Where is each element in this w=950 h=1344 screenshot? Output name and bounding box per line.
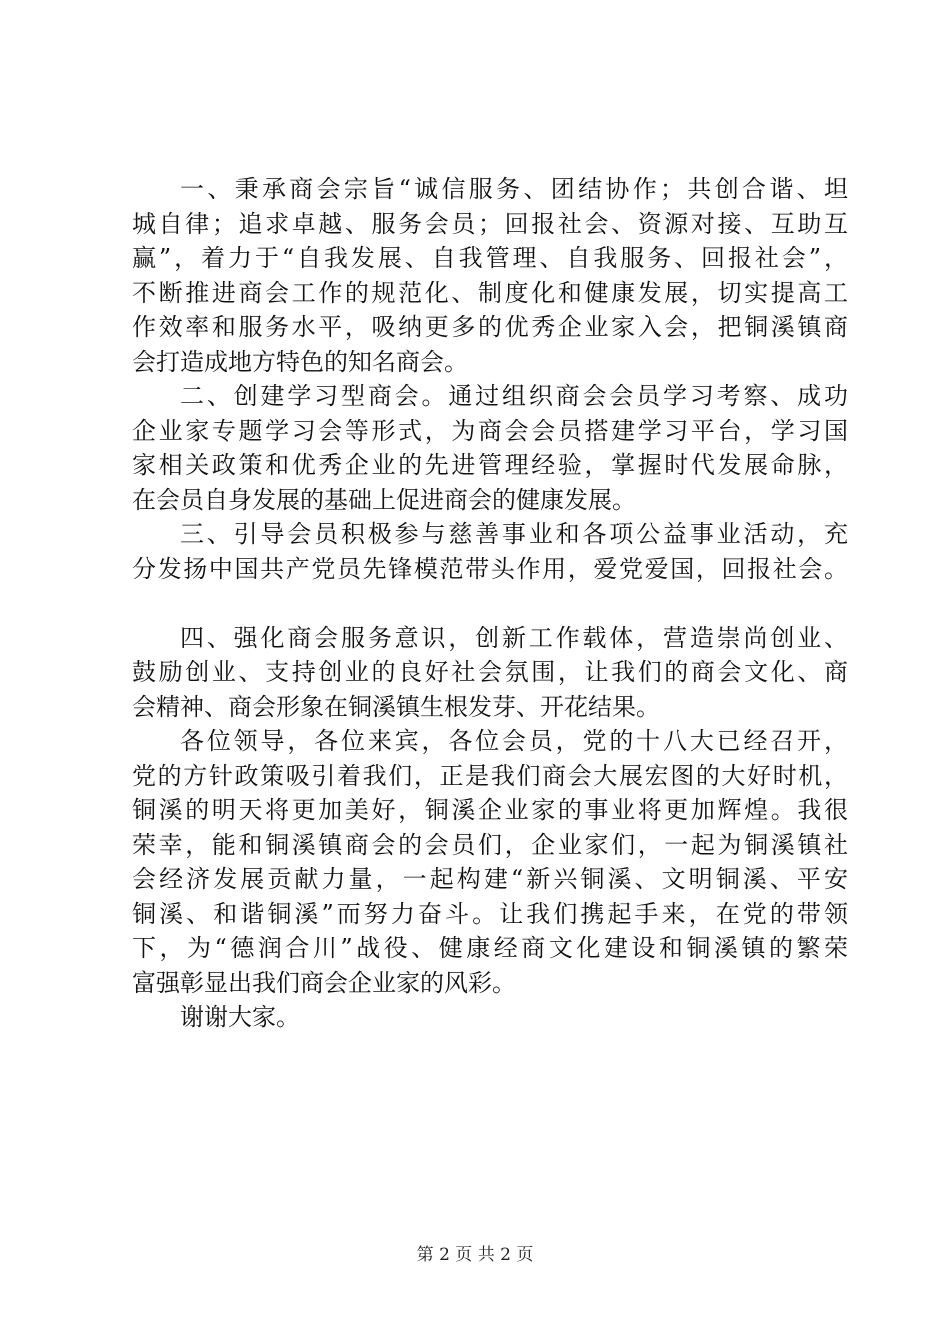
text-line: 三、引导会员积极参与慈善事业和各项公益事业活动，充 xyxy=(180,520,848,548)
paragraph-1 xyxy=(132,172,848,379)
text-line: 铜溪的明天将更加美好，铜溪企业家的事业将更加辉煌。我很 xyxy=(132,796,848,824)
document-body xyxy=(132,172,848,1035)
text-line: 鼓励创业、支持创业的良好社会氛围，让我们的商会文化、商 xyxy=(132,658,848,686)
paragraph-6 xyxy=(132,1000,848,1035)
text-line: 富强彰显出我们商会企业家的风彩。 xyxy=(132,968,516,997)
text-line: 会精神、商会形象在铜溪镇生根发芽、开花结果。 xyxy=(132,692,660,721)
paragraph-2 xyxy=(132,379,848,517)
text-line: 二、创建学习型商会。通过组织商会会员学习考察、成功 xyxy=(180,382,848,410)
text-line: 一、秉承商会宗旨“诚信服务、团结协作；共创合谐、坦 xyxy=(180,175,848,203)
text-line: 党的方针政策吸引着我们，正是我们商会大展宏图的大好时机， xyxy=(132,761,848,790)
text-line: 四、强化商会服务意识，创新工作载体，营造崇尚创业、 xyxy=(180,623,848,652)
page-footer xyxy=(0,1245,950,1265)
text-line: 作效率和服务水平，吸纳更多的优秀企业家入会，把铜溪镇商 xyxy=(132,313,848,341)
text-line: 荣幸，能和铜溪镇商会的会员们，企业家们，一起为铜溪镇社 xyxy=(132,830,848,859)
text-line: 下，为“德润合川”战役、健康经商文化建设和铜溪镇的繁荣 xyxy=(132,934,848,962)
page-number-label: 第 2 页 共 2 页 xyxy=(416,1245,534,1265)
text-line: 分发扬中国共产党员先锋模范带头作用，爱党爱国，回报社会。 xyxy=(132,554,848,583)
paragraph-3 xyxy=(132,517,848,586)
paragraph-4 xyxy=(132,621,848,725)
text-line: 铜溪、和谐铜溪”而努力奋斗。让我们携起手来，在党的带领 xyxy=(132,899,848,928)
paragraph-5 xyxy=(132,724,848,1000)
text-line: 会经济发展贡献力量，一起构建“新兴铜溪、文明铜溪、平安 xyxy=(132,865,848,893)
text-line: 在会员自身发展的基础上促进商会的健康发展。 xyxy=(132,485,636,514)
text-line: 不断推进商会工作的规范化、制度化和健康发展，切实提高工 xyxy=(132,278,848,307)
text-line: 谢谢大家。 xyxy=(180,1003,300,1031)
paragraph-gap xyxy=(132,586,848,621)
text-line: 赢”，着力于“自我发展、自我管理、自我服务、回报社会”， xyxy=(132,244,848,272)
text-line: 各位领导，各位来宾，各位会员，党的十八大已经召开， xyxy=(180,727,848,755)
text-line: 城自律；追求卓越、服务会员；回报社会、资源对接、互助互 xyxy=(132,209,848,238)
text-line: 企业家专题学习会等形式，为商会会员搭建学习平台，学习国 xyxy=(132,416,848,445)
text-line: 家相关政策和优秀企业的先进管理经验，掌握时代发展命脉， xyxy=(132,451,848,479)
text-line: 会打造成地方特色的知名商会。 xyxy=(132,347,468,376)
